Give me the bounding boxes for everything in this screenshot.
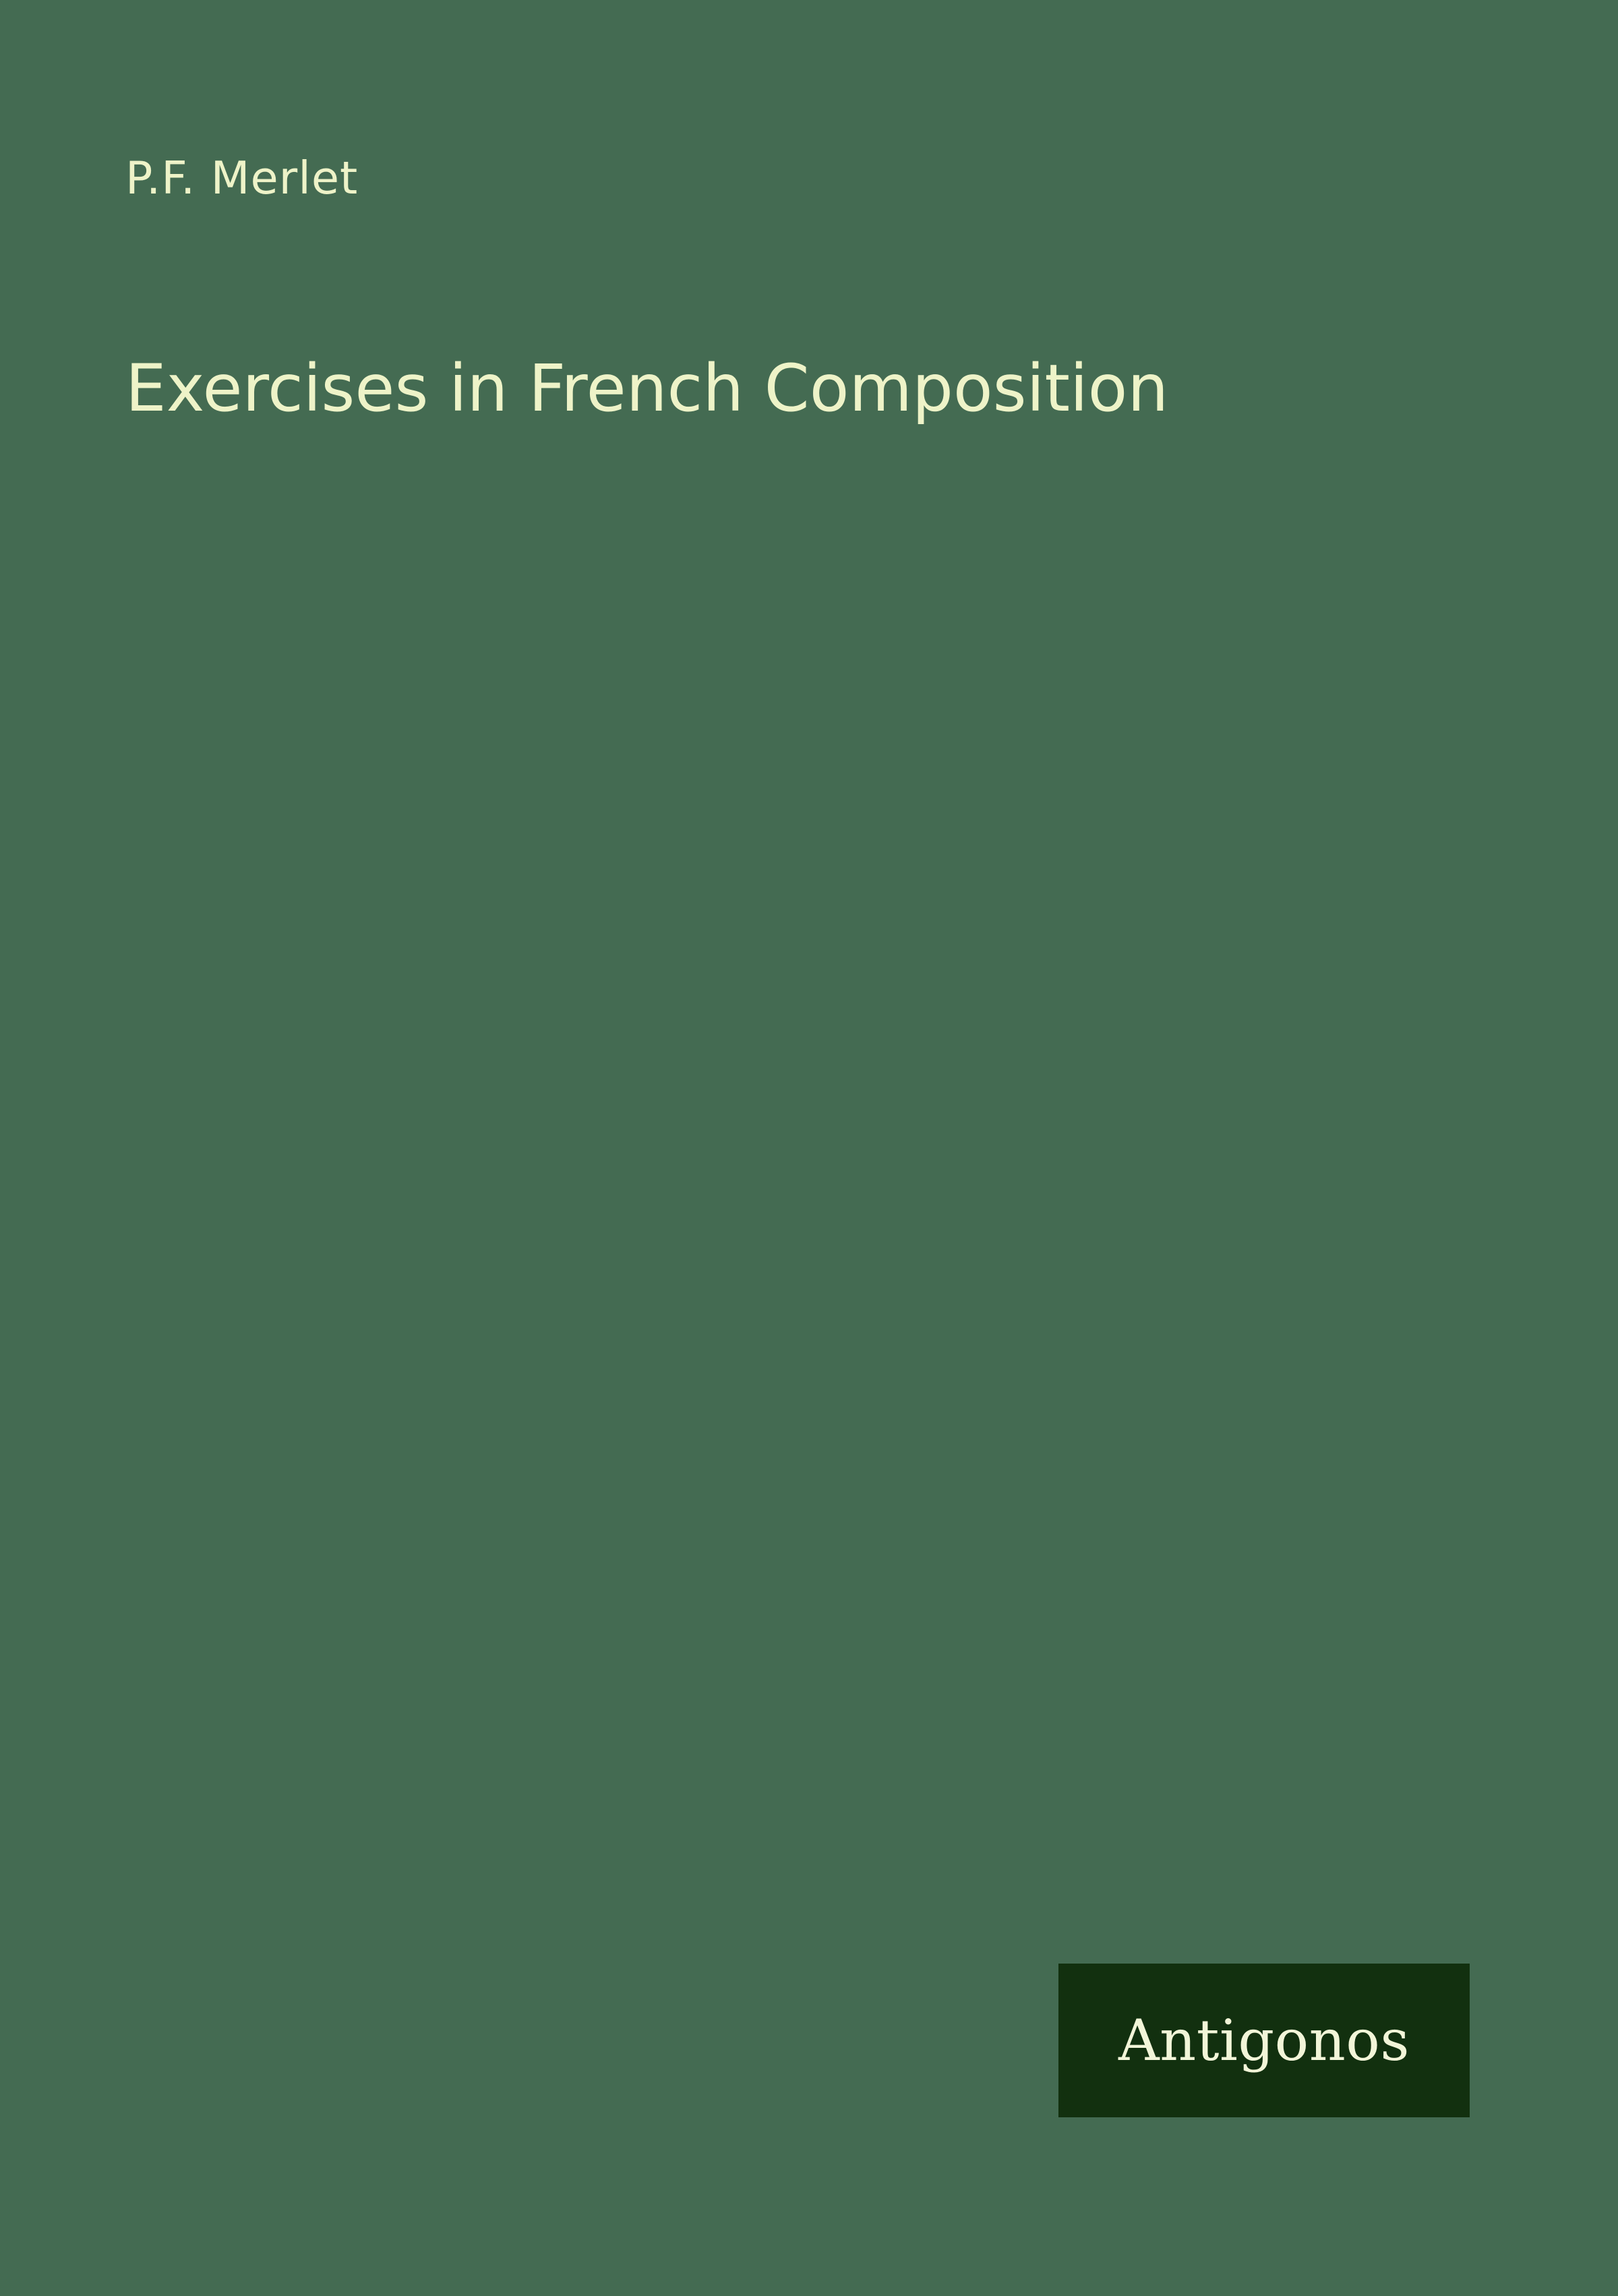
book-title: Exercises in French Composition bbox=[125, 351, 1169, 426]
author-name: P.F. Merlet bbox=[125, 152, 359, 204]
publisher-name: Antigonos bbox=[1118, 2007, 1410, 2073]
publisher-badge bbox=[1058, 1964, 1470, 2117]
